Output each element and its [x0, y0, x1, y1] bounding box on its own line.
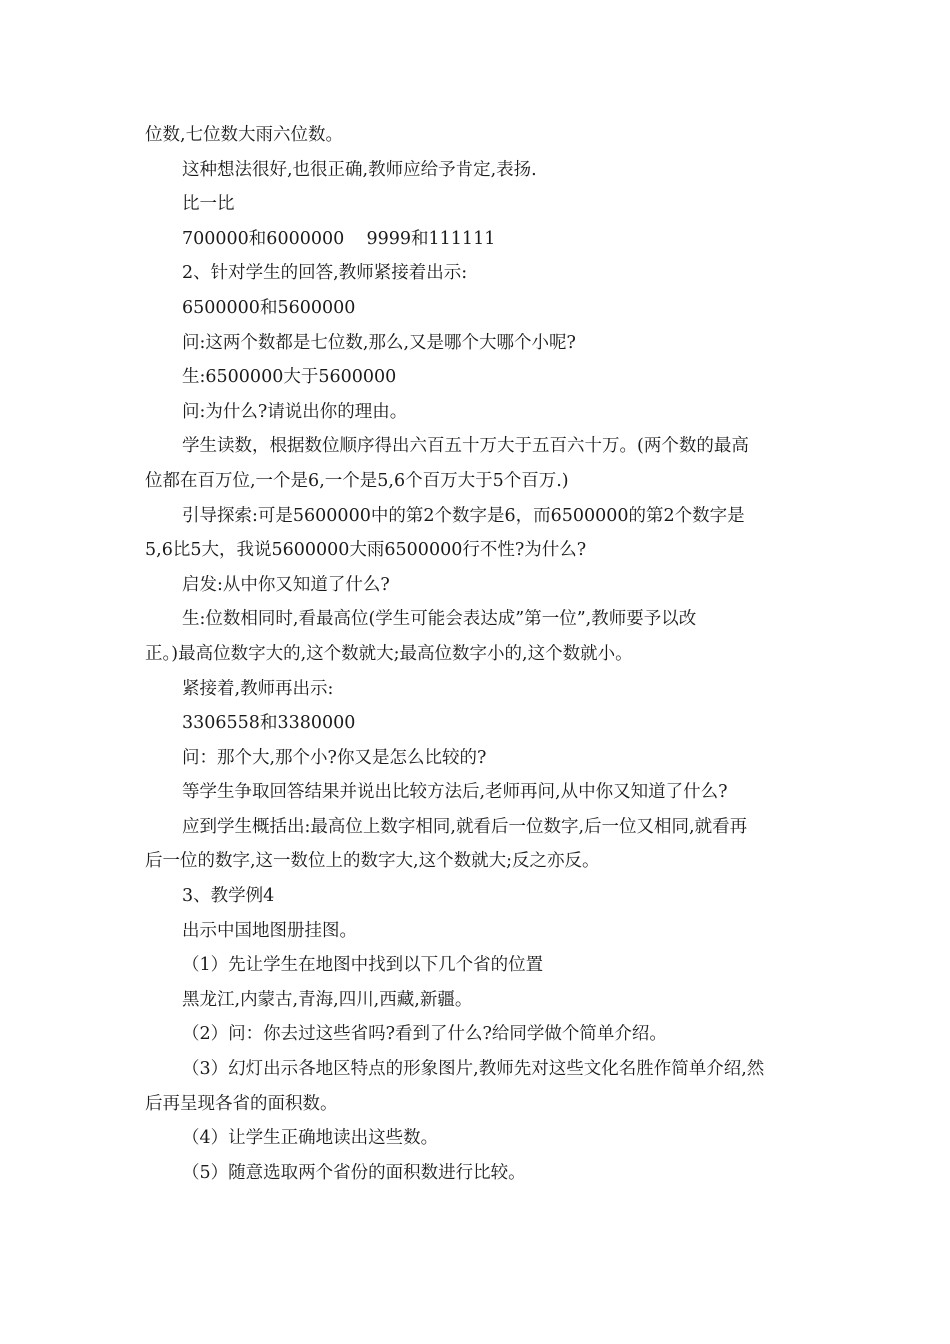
text-line-10: 学生读数，根据数位顺序得出六百五十万大于五百六十万。(两个数的最高 — [182, 436, 749, 457]
text-line-30: （4）让学生正确地读出这些数。 — [182, 1128, 439, 1149]
text-line-18: 3306558和3380000 — [182, 713, 356, 734]
text-line-6: 6500000和5600000 — [182, 297, 356, 318]
text-line-31: （5）随意选取两个省份的面积数进行比较。 — [182, 1162, 526, 1183]
text-line-16: 正。)最高位数字大的,这个数就大;最高位数字小的,这个数就小。 — [145, 643, 633, 664]
text-line-4: 700000和6000000 9999和111111 — [182, 228, 496, 249]
text-line-22: 后一位的数字,这一数位上的数字大,这个数就大;反之亦反。 — [145, 851, 600, 872]
text-line-3: 比一比 — [182, 194, 235, 215]
text-line-14: 启发:从中你又知道了什么? — [182, 574, 390, 595]
text-line-21: 应到学生概括出:最高位上数字相同,就看后一位数字,后一位又相同,就看再 — [182, 816, 748, 837]
text-line-25: （1）先让学生在地图中找到以下几个省的位置 — [182, 955, 544, 976]
text-line-1: 位数,七位数大雨六位数。 — [145, 125, 344, 145]
text-line-27: （2）问：你去过这些省吗?看到了什么?给同学做个简单介绍。 — [182, 1024, 667, 1045]
text-line-2: 这种想法很好,也很正确,教师应给予肯定,表扬. — [182, 159, 537, 180]
text-line-17: 紧接着,教师再出示: — [182, 678, 334, 699]
text-line-23: 3、教学例4 — [182, 886, 275, 907]
text-line-9: 问:为什么?请说出你的理由。 — [182, 401, 408, 422]
text-line-5: 2、针对学生的回答,教师紧接着出示: — [182, 263, 468, 284]
document-body — [145, 118, 805, 1190]
text-line-29: 后再呈现各省的面积数。 — [145, 1093, 338, 1114]
text-line-24: 出示中国地图册挂图。 — [182, 920, 357, 941]
text-line-28: （3）幻灯出示各地区特点的形象图片,教师先对这些文化名胜作简单介绍,然 — [182, 1059, 765, 1080]
text-line-8: 生:6500000大于5600000 — [182, 367, 397, 388]
text-line-11: 位都在百万位,一个是6,一个是5,6个百万大于5个百万.) — [145, 470, 569, 491]
text-line-26: 黑龙江,内蒙古,青海,四川,西藏,新疆。 — [182, 989, 473, 1010]
text-line-20: 等学生争取回答结果并说出比较方法后,老师再问,从中你又知道了什么? — [182, 782, 728, 803]
text-line-13: 5,6比5大，我说5600000大雨6500000行不性?为什么? — [145, 540, 587, 561]
text-line-12: 引导探索:可是5600000中的第2个数字是6，而6500000的第2个数字是 — [182, 505, 745, 526]
text-line-7: 问:这两个数都是七位数,那么,又是哪个大哪个小呢? — [182, 332, 576, 353]
text-line-15: 生:位数相同时,看最高位(学生可能会表达成”第一位”,教师要予以改 — [182, 609, 697, 630]
text-line-19: 问：那个大,那个小?你又是怎么比较的? — [182, 747, 487, 768]
